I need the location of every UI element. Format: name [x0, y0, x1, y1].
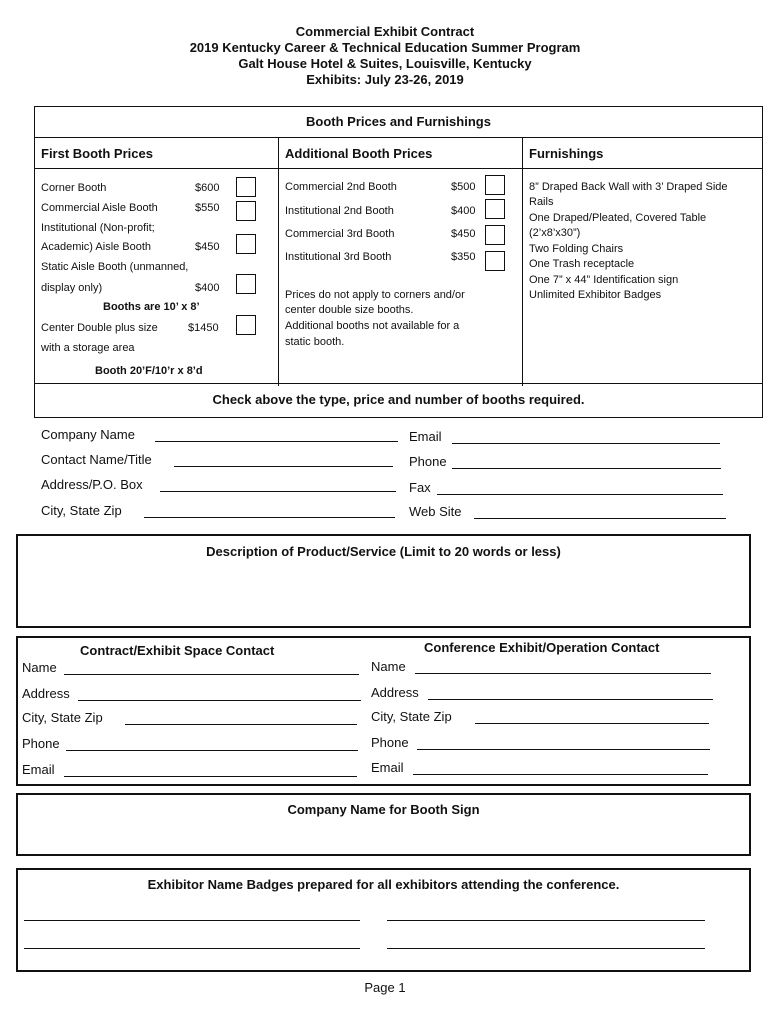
address-label: Address/P.O. Box	[41, 477, 143, 492]
static-aisle-checkbox[interactable]	[236, 274, 256, 294]
contract-address-label: Address	[22, 686, 70, 701]
operation-city-field[interactable]	[475, 723, 709, 724]
booth-sign-title: Company Name for Booth Sign	[287, 802, 480, 817]
institutional-2nd-checkbox[interactable]	[485, 199, 505, 219]
center-double-label-1: Center Double plus size	[41, 322, 158, 334]
city-state-zip-label: City, State Zip	[41, 503, 122, 518]
furnishing-line: (2’x8’x30”)	[529, 227, 581, 239]
center-double-label-2: with a storage area	[41, 342, 135, 354]
contract-title: Commercial Exhibit Contract	[295, 24, 475, 39]
booth-table-title: Booth Prices and Furnishings	[35, 107, 762, 138]
additional-note-3: Additional booths not available for a	[285, 320, 460, 332]
contract-phone-field[interactable]	[66, 750, 358, 751]
institutional-3rd-checkbox[interactable]	[485, 251, 505, 271]
fax-label: Fax	[409, 480, 431, 495]
phone-label: Phone	[409, 454, 447, 469]
institutional-3rd-label: Institutional 3rd Booth	[285, 251, 392, 263]
furnishing-line: One 7” x 44” Identification sign	[529, 274, 679, 286]
name-badges-box	[16, 868, 751, 972]
program-title: 2019 Kentucky Career & Technical Education Summer Program	[189, 40, 581, 55]
institutional-aisle-price: $450	[195, 241, 220, 253]
operation-phone-label: Phone	[371, 735, 409, 750]
institutional-aisle-label-2: Academic) Aisle Booth	[41, 241, 152, 253]
center-double-size-note: Booth 20’F/10’r x 8’d	[95, 365, 203, 377]
furnishing-line: One Trash receptacle	[529, 258, 635, 270]
contract-email-label: Email	[22, 762, 55, 777]
center-double-checkbox[interactable]	[236, 315, 256, 335]
contract-email-field[interactable]	[64, 776, 357, 777]
commercial-3rd-checkbox[interactable]	[485, 225, 505, 245]
booth-sign-box[interactable]	[16, 793, 751, 856]
contacts-box	[16, 636, 751, 786]
institutional-aisle-checkbox[interactable]	[236, 234, 256, 254]
document-header	[0, 24, 770, 88]
additional-booth-heading: Additional Booth Prices	[279, 138, 522, 169]
additional-note-1: Prices do not apply to corners and/or	[285, 289, 465, 301]
furnishing-line: One Draped/Pleated, Covered Table	[529, 212, 707, 224]
corner-booth-checkbox[interactable]	[236, 177, 256, 197]
email-label: Email	[409, 429, 442, 444]
badge-name-field[interactable]	[387, 920, 705, 921]
static-aisle-price: $400	[195, 282, 220, 294]
contact-name-field[interactable]	[174, 466, 393, 467]
static-aisle-label-2: display only)	[41, 282, 103, 294]
city-state-zip-field[interactable]	[144, 517, 395, 518]
website-field[interactable]	[474, 518, 726, 519]
commercial-3rd-price: $450	[451, 228, 476, 240]
contract-city-field[interactable]	[125, 724, 357, 725]
booth-table-instructions: Check above the type, price and number of booths required.	[35, 383, 762, 417]
contract-address-field[interactable]	[78, 700, 361, 701]
commercial-aisle-price: $550	[195, 202, 220, 214]
contact-name-label: Contact Name/Title	[41, 452, 152, 467]
corner-booth-price: $600	[195, 182, 220, 194]
address-field[interactable]	[160, 491, 396, 492]
furnishing-line: Unlimited Exhibitor Badges	[529, 289, 662, 301]
corner-booth-label: Corner Booth	[41, 182, 107, 194]
contract-name-field[interactable]	[64, 674, 359, 675]
contract-city-label: City, State Zip	[22, 710, 103, 725]
operation-name-label: Name	[371, 659, 406, 674]
institutional-3rd-price: $350	[451, 251, 476, 263]
commercial-2nd-price: $500	[451, 181, 476, 193]
operation-contact-title: Conference Exhibit/Operation Contact	[424, 640, 660, 655]
operation-name-field[interactable]	[415, 673, 711, 674]
additional-note-4: static booth.	[285, 336, 345, 348]
static-aisle-label-1: Static Aisle Booth (unmanned,	[41, 261, 189, 273]
contract-phone-label: Phone	[22, 736, 60, 751]
additional-note-2: center double size booths.	[285, 304, 414, 316]
commercial-2nd-label: Commercial 2nd Booth	[285, 181, 397, 193]
phone-field[interactable]	[452, 468, 721, 469]
fax-field[interactable]	[437, 494, 723, 495]
commercial-3rd-label: Commercial 3rd Booth	[285, 228, 395, 240]
first-booth-column	[35, 138, 279, 386]
badge-name-field[interactable]	[24, 948, 360, 949]
commercial-2nd-checkbox[interactable]	[485, 175, 505, 195]
operation-email-field[interactable]	[413, 774, 708, 775]
email-field[interactable]	[452, 443, 720, 444]
operation-address-field[interactable]	[428, 699, 713, 700]
exhibit-dates: Exhibits: July 23-26, 2019	[306, 72, 464, 87]
center-double-price: $1450	[188, 322, 219, 334]
furnishings-heading: Furnishings	[523, 138, 762, 169]
badge-name-field[interactable]	[387, 948, 705, 949]
description-title: Description of Product/Service (Limit to 20 words or less)	[206, 544, 561, 559]
furnishing-line: Rails	[529, 196, 554, 208]
operation-city-label: City, State Zip	[371, 709, 452, 724]
booth-size-note: Booths are 10’ x 8’	[103, 301, 200, 313]
venue-line: Galt House Hotel & Suites, Louisville, Kentucky	[238, 56, 532, 71]
contract-contact-title: Contract/Exhibit Space Contact	[80, 643, 275, 658]
name-badges-title: Exhibitor Name Badges prepared for all exhibitors attending the conference.	[147, 877, 620, 892]
badge-name-field[interactable]	[24, 920, 360, 921]
company-name-label: Company Name	[41, 427, 135, 442]
furnishing-line: 8” Draped Back Wall with 3’ Draped Side	[529, 181, 728, 193]
website-label: Web Site	[409, 504, 462, 519]
furnishing-line: Two Folding Chairs	[529, 243, 624, 255]
booth-prices-table	[34, 106, 763, 418]
institutional-2nd-price: $400	[451, 205, 476, 217]
operation-email-label: Email	[371, 760, 404, 775]
description-box[interactable]	[16, 534, 751, 628]
commercial-aisle-label: Commercial Aisle Booth	[41, 202, 158, 214]
additional-booth-column	[279, 138, 523, 386]
commercial-aisle-checkbox[interactable]	[236, 201, 256, 221]
institutional-aisle-label-1: Institutional (Non-profit;	[41, 222, 155, 234]
page-number: Page 1	[364, 980, 406, 995]
operation-address-label: Address	[371, 685, 419, 700]
contract-name-label: Name	[22, 660, 57, 675]
operation-phone-field[interactable]	[417, 749, 710, 750]
company-name-field[interactable]	[155, 441, 398, 442]
furnishings-column	[523, 138, 762, 386]
first-booth-heading: First Booth Prices	[35, 138, 278, 169]
institutional-2nd-label: Institutional 2nd Booth	[285, 205, 394, 217]
